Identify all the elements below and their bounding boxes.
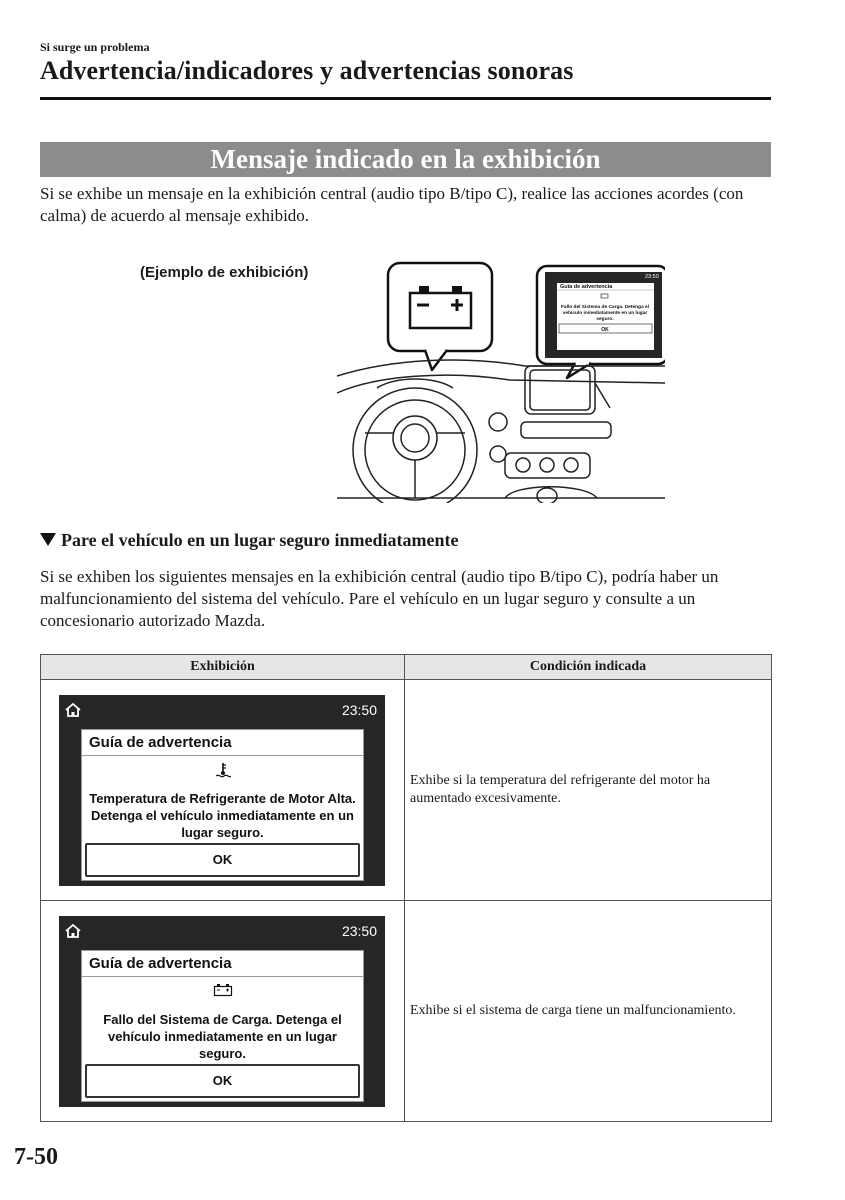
battery-callout [388,263,492,370]
warning-dialog [81,950,364,1102]
warning-dialog [81,729,364,881]
dashboard-drawing [337,360,665,503]
display-callout [537,266,665,378]
table-row [41,680,772,901]
table-header-row [41,655,772,680]
ok-button[interactable]: OK [85,1064,360,1098]
section-banner: Mensaje indicado en la exhibición [40,142,771,177]
messages-table [40,654,772,1122]
section-label: Si surge un problema [40,40,150,54]
mini-message-line-1: Fallo del Sistema de Carga. Detenga el [561,305,649,310]
dialog-message: Temperatura de Refrigerante de Motor Alta. Detenga el vehículo inmediatamente en un lugar seguro. [89,790,356,840]
display-screen [59,916,385,1107]
subsection-heading [40,530,459,551]
column-header-display: Exhibición [41,655,405,680]
display-screen [59,695,385,886]
battery-icon [410,286,471,328]
page-title: Advertencia/indicadores y advertencias sonoras [40,56,574,85]
mini-dialog-title: Guía de advertencia [560,284,613,290]
mini-message-line-3: seguro. [596,317,614,322]
dialog-title: Guía de advertencia [89,733,232,751]
mini-clock: 23:50 [645,274,659,280]
column-header-condition: Condición indicada [405,655,772,680]
ok-button[interactable]: OK [85,843,360,877]
page-number: 7-50 [14,1144,58,1170]
mini-ok-button: OK [601,327,609,333]
dialog-title: Guía de advertencia [89,954,232,972]
title-divider [40,97,771,100]
home-icon [65,924,81,938]
triangle-bullet-icon [40,533,56,546]
home-icon [65,703,81,717]
example-label: (Ejemplo de exhibición) [140,264,309,281]
dashboard-illustration [335,258,665,503]
mini-message-line-2: vehículo inmediatamente en un lugar [562,311,648,316]
subsection-paragraph: Si se exhiben los siguientes mensajes en la exhibición central (audio tipo B/tipo C), podría haber un malfuncionamiento del sistema del vehículo. Pare el vehículo en un lugar seguro y consulte a un concesionario autorizado Mazda. [40,567,719,630]
dialog-message: Fallo del Sistema de Carga. Detenga el vehículo inmediatamente en un lugar seguro. [103,1011,342,1061]
condition-cell: Exhibe si la temperatura del refrigerante del motor ha aumentado excesivamente. [405,680,772,901]
display-cell [41,901,405,1122]
subsection-title: Pare el vehículo en un lugar seguro inmediatamente [61,530,459,550]
clock: 23:50 [341,922,377,939]
clock: 23:50 [341,701,377,718]
table-row [41,901,772,1122]
battery-icon [213,983,233,997]
display-cell [41,680,405,901]
coolant-temperature-icon [215,762,231,778]
condition-cell: Exhibe si el sistema de carga tiene un malfuncionamiento. [405,901,772,1122]
intro-paragraph: Si se exhibe un mensaje en la exhibición central (audio tipo B/tipo C), realice las acciones acordes (con calma) de acuerdo al mensaje exhibido. [40,184,744,225]
